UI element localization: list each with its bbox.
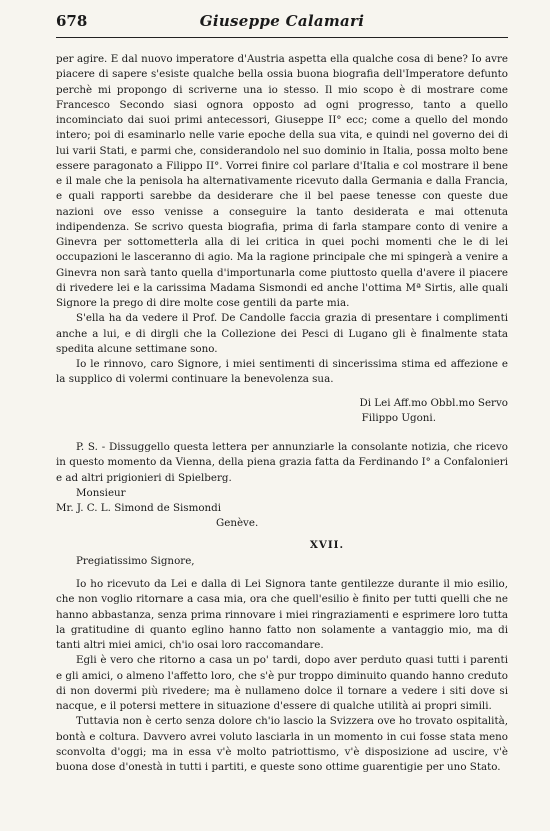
page-number: 678: [56, 12, 88, 30]
running-head: Giuseppe Calamari: [199, 12, 365, 30]
address-line: Mr. J. C. L. Simond de Sismondi: [56, 502, 222, 514]
letter-paragraph: S'ella ha da vedere il Prof. De Candolle faccia grazia di presentare i complimenti anche a lui, e di dirgli che la Collezione dei Pesci di Lugano gli è finalmente stata spedita alcune settimane sono.: [56, 312, 508, 355]
address-city: Genève.: [216, 517, 259, 530]
signoff-line: Di Lei Aff.mo Obbl.mo Servo: [359, 396, 508, 409]
letter-paragraph: Io le rinnovo, caro Signore, i miei sentimenti di sincerissima stima ed affezione e la supplico di volermi continuare la benevolenza sua.: [56, 358, 508, 386]
letter-paragraph: Tuttavia non è certo senza dolore ch'io lascio la Svizzera ove ho trovato ospitalità, bontà e coltura. Davvero avrei voluto lasciarla in un momento in cui fosse stata meno sconvolta d'oggi; ma in essa v'è molto patriottismo, v'è disposizione ad uscire, v'è buona dose d'onestà in tutti i partiti, e queste sono ottime guarentigie per uno Stato.: [56, 715, 508, 773]
letter-paragraph: Io ho ricevuto da Lei e dalla di Lei Signora tante gentilezze durante il mio esilio, che non voglio ritornare a casa mia, ora che quell'esilio è finito per tutti quelli che ne hanno abbastanza, senza prima rinnovare i miei ringraziamenti e esprimere loro tutta la gratitudine di quanto eglino hanno fatto non solamente a vantaggio mio, ma di tanti altri miei amici, ch'io osai loro raccomandare.: [56, 578, 508, 651]
page-body: [56, 52, 508, 775]
signer-name: Filippo Ugoni.: [361, 411, 436, 424]
signature-block: [56, 396, 508, 427]
address-line: Monsieur: [76, 486, 126, 499]
letter-number: XVII.: [309, 538, 345, 551]
salutation: Pregiatissimo Signore,: [76, 554, 195, 567]
letter-paragraph: Egli è vero che ritorno a casa un po' tardi, dopo aver perduto quasi tutti i parenti e gli amici, o almeno l'affetto loro, che s'è pur troppo diminuito quando hanno creduto di non dovermi più rivedere; ma è nullameno dolce il tornare a vedere i siti dove si nacque, e il potersi mettere in situazione d'essere di qualche utilità ai propri simili.: [56, 654, 508, 712]
letter-paragraph: per agire. E dal nuovo imperatore d'Austria aspetta ella qualche cosa di bene? Io avre piacere di sapere s'esiste qualche bella ossia buona biografia dell'Imperatore defunto perchè mi propongo di scriverne una io stesso. Il mio scopo è di mostrare come Francesco Secondo siasi ognora opposto ad ogni progresso, tanto a quello incominciato dai suoi primi antecessori, Giuseppe II° ecc; come a quello del mondo intero; poi di esaminarlo nelle varie epoche della sua vita, e quindi nel governo dei di lui varii Stati, e parmi che, considerandolo nel suo dominio in Italia, possa molto bene essere paragonato a Filippo II°. Vorrei finire col parlare d'Italia e col mostrare il bene e il male che la penisola ha alternativamente ricevuto dalla Germania e dalla Francia, e quali rapporti sarebbe da desiderare che il bel paese tenesse con queste due nazioni ove esso venisse a conseguire la tanto desiderata e mai ottenuta indipendenza. Se scrivo questa biografia, prima di farla stampare conto di venire a Ginevra per sottometterla alla di lei critica in quei pochi momenti che le di lei occupazioni le lasceranno di agio. Ma la ragione principale che mi spingerà a venire a Ginevra non sarà tanto quella d'importunarla come piuttosto quella d'avere il piacere di rivedere lei e la carissima Madama Sismondi ed anche l'ottima Mª Sirtis, alle quali Signore la prego di dire molte cose gentili da parte mia.: [56, 53, 508, 309]
address-block: [56, 486, 508, 532]
header-rule: [56, 37, 508, 38]
page-header: [56, 12, 508, 34]
postscript: P. S. - Dissuggello questa lettera per annunziarle la consolante notizia, che ricevo in questo momento da Vienna, della piena grazia fatta da Ferdinando I° a Confalonieri e ad altri prigionieri di Spielberg.: [56, 441, 508, 484]
